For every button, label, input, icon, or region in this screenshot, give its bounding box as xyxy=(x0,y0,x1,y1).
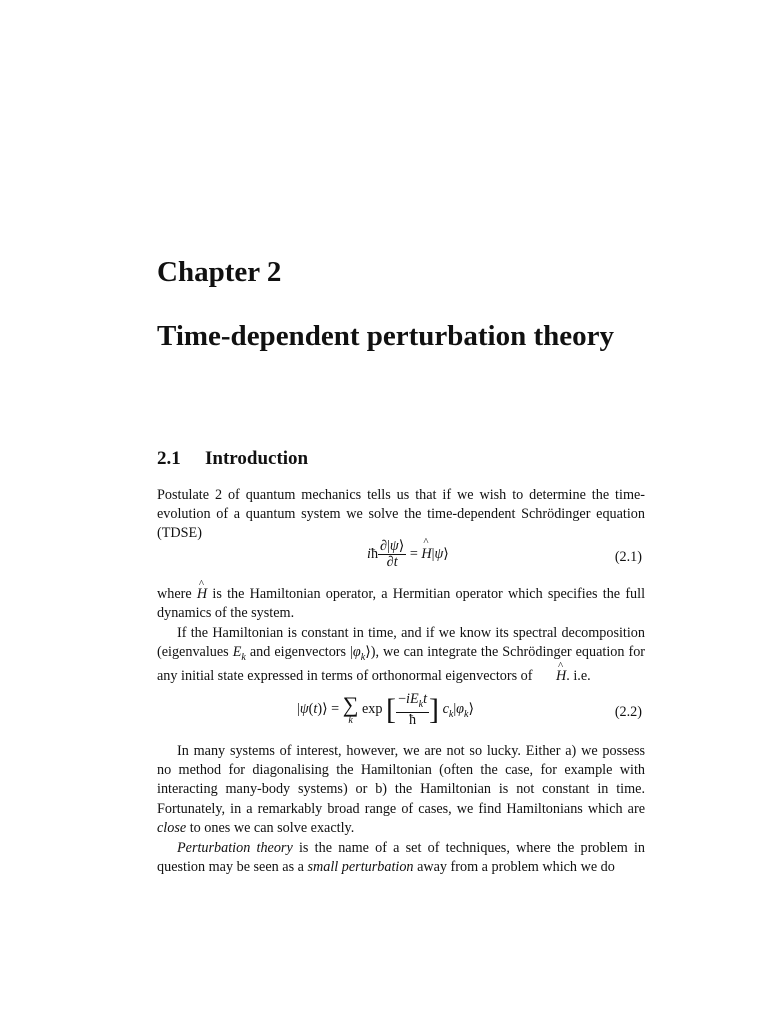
p3-text-b: and eigenvectors xyxy=(249,644,347,661)
p4-emphasis: close xyxy=(157,819,187,836)
p5-emphasis-2: small perturbation xyxy=(307,859,414,876)
p4-text: In many systems of interest, however, we are not so lucky. Either a) we possess no method for diagonalising the Hamiltonian (often the case, for example with interacting many-body systems) or b) the Hamiltonian is not constant in time. Fortunately, in a remarkably broad range of cases, we find Hamiltonians which are xyxy=(157,743,645,817)
p5-text-b: away from a problem which we do xyxy=(417,859,615,876)
paragraph-hamiltonian xyxy=(157,585,645,623)
hamiltonian-symbol-2: H ^ xyxy=(536,667,566,686)
equation-2-2-body: |ψ(t)⟩ = ∑ k exp [ $\frac{-iE_kt}{ħ}$ ] $c_k|\varphi_k⟩$ xyxy=(297,691,475,728)
p2-text-a: where xyxy=(157,586,192,602)
equation-2-1 xyxy=(157,537,645,583)
chapter-title: Time-dependent perturbation theory xyxy=(157,320,615,352)
p5-emphasis-1: Perturbation theory xyxy=(177,840,293,856)
p3-text-d: . i.e. xyxy=(566,668,591,685)
equation-2-1-body: iħ $\frac{\partial|\psi⟩}{\partial t}$ = H ^|ψ⟩ xyxy=(367,539,449,570)
paragraph-perturbation-theory xyxy=(157,839,645,877)
eigenvalue-symbol: $E_k$ xyxy=(232,644,246,664)
equation-2-1-number: (2.1) xyxy=(614,549,642,565)
section-heading xyxy=(157,446,645,472)
equation-2-2 xyxy=(157,692,645,738)
paragraph-spectral xyxy=(157,624,645,686)
paragraph-postulate: Postulate 2 of quantum mechanics tells us that if we wish to determine the time-evolution of a quantum system we solve the time-dependent Schrödinger equation (TDSE) xyxy=(157,487,645,542)
chapter-label: Chapter 2 xyxy=(157,256,282,288)
p4-text-end: to ones we can solve exactly. xyxy=(189,819,355,836)
hamiltonian-symbol: H ^ xyxy=(197,585,207,604)
eigenvector-symbol: $|\varphi_k⟩$ xyxy=(350,644,371,664)
p3-text-c: ), we can integrate the Schrödinger equation for any initial state expressed in terms of orthonormal eigenvectors of xyxy=(157,644,646,685)
p3-text-a: If the Hamiltonian is constant in time, and if we know its spectral decomposition (eigenvalues xyxy=(157,625,645,661)
p2-text-b: is the Hamiltonian operator, a Hermitian operator which specifies the full dynamics of the system. xyxy=(157,586,646,622)
equation-2-2-number: (2.2) xyxy=(614,704,642,720)
section-title: Introduction xyxy=(205,448,309,469)
p5-text-a: is the name of a set of techniques, where the problem in question may be seen as a xyxy=(157,840,646,876)
paragraph-not-lucky xyxy=(157,742,645,838)
section-number: 2.1 xyxy=(157,448,181,469)
